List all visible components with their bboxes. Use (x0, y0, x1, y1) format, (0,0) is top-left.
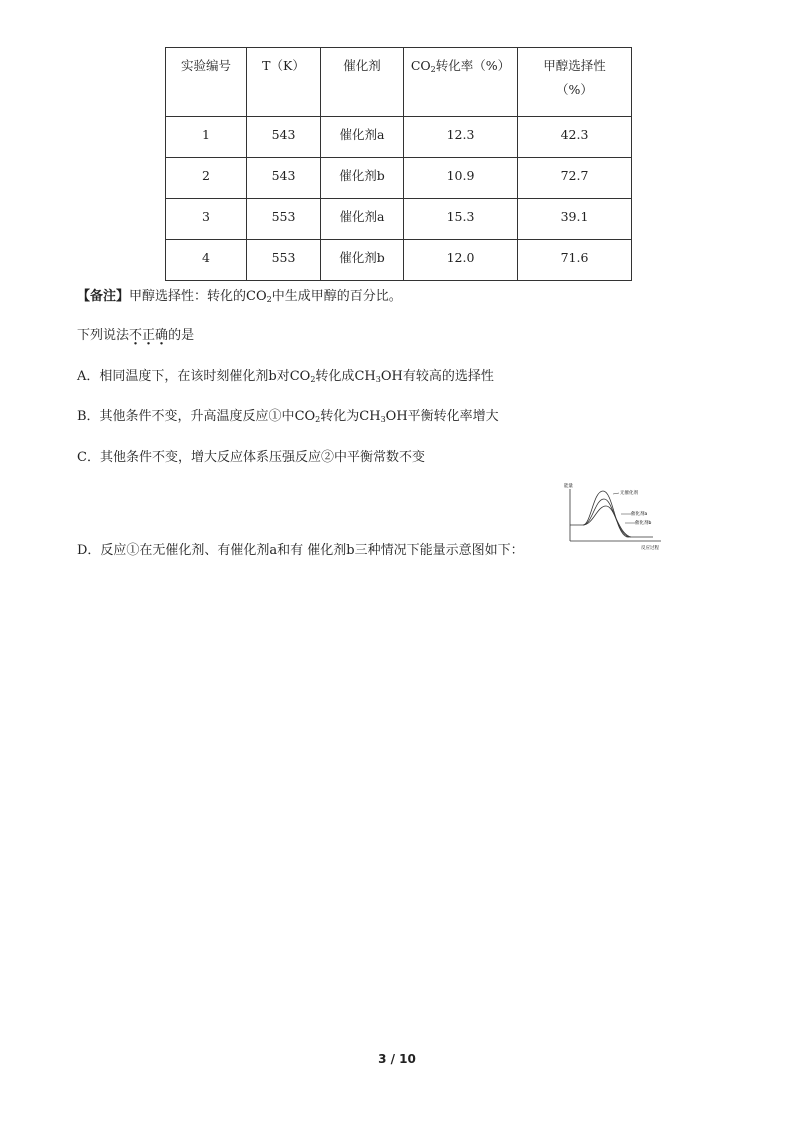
experiment-table (165, 47, 632, 281)
option-d[interactable]: D．反应①在无催化剂、有催化剂a和有 催化剂b三种情况下能量示意图如下： (77, 543, 524, 558)
curve-catalyst-b (583, 506, 631, 537)
note-line: 【备注】甲醇选择性：转化的$CO_2$中生成甲醇的百分比。 (77, 289, 402, 304)
label-no-catalyst: 无催化剂 (620, 491, 638, 496)
curve-catalyst-a (583, 499, 629, 537)
note-label: 【备注】 (77, 289, 130, 304)
label-catalyst-a: 催化剂a (631, 512, 648, 517)
table-row: 2 543 催化剂b 10.9 72.7 (166, 158, 632, 199)
option-c[interactable]: C．其他条件不变，增大反应体系压强反应②中平衡常数不变 (77, 450, 425, 465)
diagram-xlabel: 反应过程 (641, 546, 659, 551)
label-catalyst-b: 催化剂b (635, 521, 652, 526)
option-a[interactable]: A．相同温度下，在该时刻催化剂b对$CO_2$转化成$CH_3OH$有较高的选择性 (77, 369, 494, 384)
header-cell: 甲醇选择性 （%） (518, 48, 632, 117)
diagram-ylabel: 能量 (564, 484, 573, 489)
table-row: 1 543 催化剂a 12.3 42.3 (166, 117, 632, 158)
question-stem: 下列说法不正确的是 (77, 328, 195, 343)
table-row: 4 553 催化剂b 12.0 71.6 (166, 240, 632, 281)
header-cell: 催化剂 (321, 48, 404, 117)
page-number: 3 / 10 (378, 1052, 416, 1066)
header-cell: 实验编号 (166, 48, 247, 117)
option-b[interactable]: B．其他条件不变，升高温度反应①中$CO_2$转化为$CH_3OH$平衡转化率增大 (77, 409, 499, 424)
table-row: 3 553 催化剂a 15.3 39.1 (166, 199, 632, 240)
table-header-row (166, 48, 632, 117)
energy-diagram (561, 481, 667, 551)
header-cell: $CO_2$转化率（%） (404, 48, 518, 117)
header-cell: T（K） (247, 48, 321, 117)
